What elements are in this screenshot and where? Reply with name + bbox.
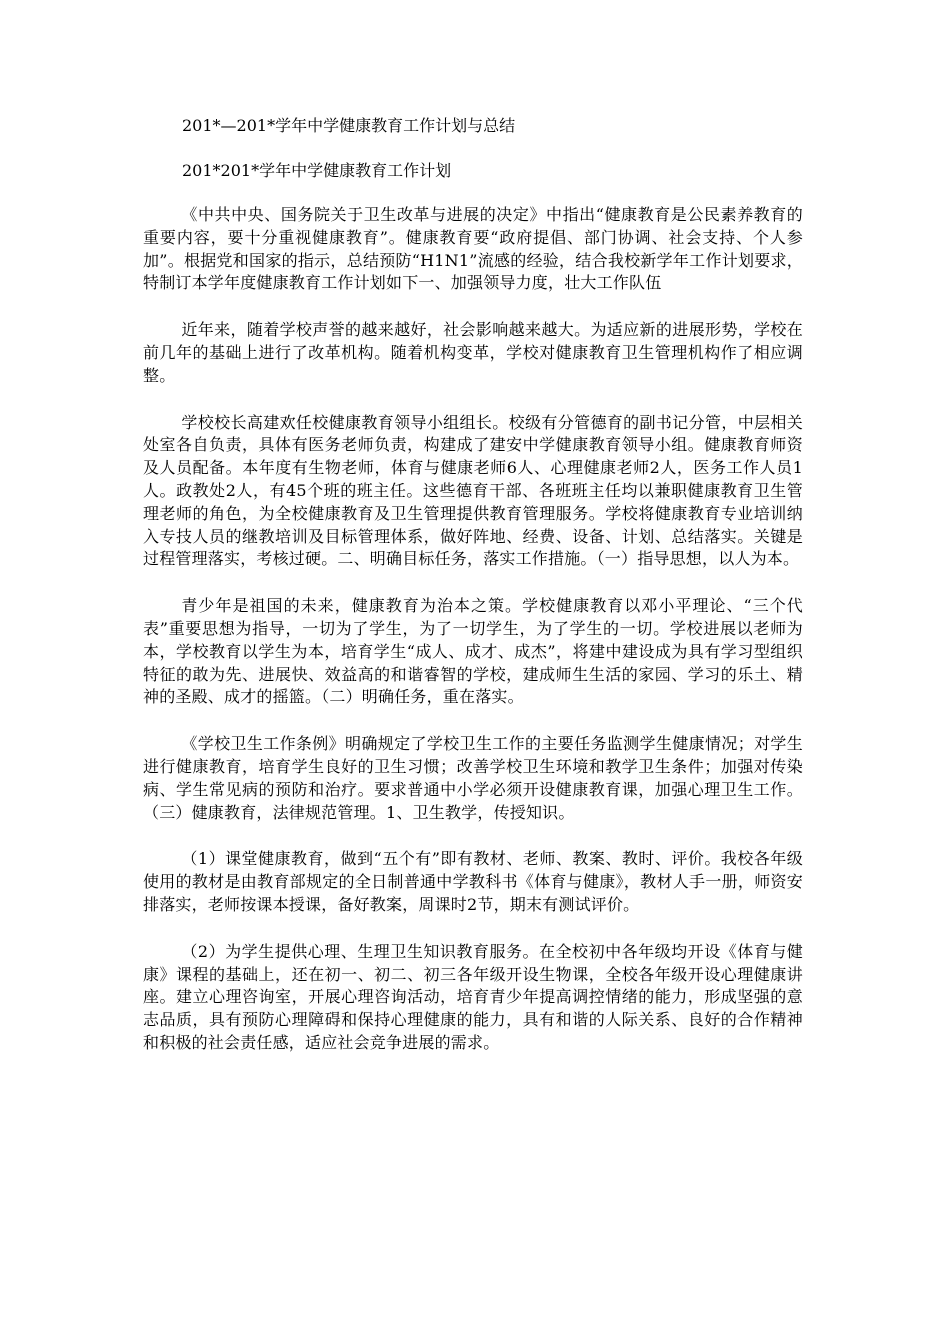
paragraph-classroom-education: （1）课堂健康教育，做到“五个有”即有教材、老师、教案、教时、评价。我校各年级使用的教材是由教育部规定的全日制普通中学教科书《体育与健康》，教材人手一册，师资安排落实，老师按课本授课，备好教案，周课时2节，期末有测试评价。 bbox=[143, 849, 803, 914]
paragraph-leadership-group: 学校校长高建欢任校健康教育领导小组组长。校级有分管德育的副书记分管，中层相关处室各自负责，具体有医务老师负责，构建成了建安中学健康教育领导小组。健康教育师资及人员配备。本年度有生物老师，体育与健康老师6人、心理健康老师2人，医务工作人员1人。政教处2人，有45个班的班主任。这些德育干部、各班班主任均以兼职健康教育卫生管理老师的角色，为全校健康教育及卫生管理提供教育管理服务。学校将健康教育专业培训纳入专技人员的继教培训及目标管理体系，做好阵地、经费、设备、计划、总结落实。关键是过程管理落实，考核过硬。二、明确目标任务，落实工作措施。（一）指导思想，以人为本。 bbox=[143, 412, 803, 569]
paragraph-institution-adjustment: 近年来，随着学校声誉的越来越好，社会影响越来越大。为适应新的进展形势，学校在前几年的基础上进行了改革机构。随着机构变革，学校对健康教育卫生管理机构作了相应调整。 bbox=[143, 320, 803, 385]
document-title: 201*—201*学年中学健康教育工作计划与总结 bbox=[182, 116, 516, 135]
paragraph-psychological-education: （2）为学生提供心理、生理卫生知识教育服务。在全校初中各年级均开设《体育与健康》课程的基础上，还在初一、初二、初三各年级开设生物课，全校各年级开设心理健康讲座。建立心理咨询室，开展心理咨询活动，培育青少年提高调控情绪的能力，形成坚强的意志品质，具有预防心理障碍和保持心理健康的能力，具有和谐的人际关系、良好的合作精神和积极的社会责任感，适应社会竞争进展的需求。 bbox=[143, 941, 803, 1052]
document-body bbox=[143, 204, 803, 1079]
paragraph-intro: 《中共中央、国务院关于卫生改革与进展的决定》中指出“健康教育是公民素养教育的重要内容，要十分重视健康教育”。健康教育要“政府提倡、部门协调、社会支持、个人参加”。根据党和国家的指示，总结预防“H1N1”流感的经验，结合我校新学年工作计划要求，特制订本学年度健康教育工作计划如下一、加强领导力度，壮大工作队伍 bbox=[143, 205, 803, 293]
document-subtitle: 201*201*学年中学健康教育工作计划 bbox=[182, 161, 452, 180]
paragraph-guiding-thought: 青少年是祖国的未来，健康教育为治本之策。学校健康教育以邓小平理论、“三个代表”重要思想为指导，一切为了学生，为了一切学生，为了学生的一切。学校进展以老师为本，学校教育以学生为本，培育学生“成人、成才、成杰”，将建中建设成为具有学习型组织特征的敢为先、进展快、效益高的和谐睿智的学校，建成师生生活的家园、学习的乐土、精神的圣殿、成才的摇篮。（二）明确任务，重在落实。 bbox=[143, 596, 803, 707]
paragraph-school-hygiene-regulations: 《学校卫生工作条例》明确规定了学校卫生工作的主要任务监测学生健康情况；对学生进行健康教育，培育学生良好的卫生习惯；改善学校卫生环境和教学卫生条件；加强对传染病、学生常见病的预防和治疗。要求普通中小学必须开设健康教育课，加强心理卫生工作。（三）健康教育，法律规范管理。1、卫生教学，传授知识。 bbox=[143, 734, 803, 822]
